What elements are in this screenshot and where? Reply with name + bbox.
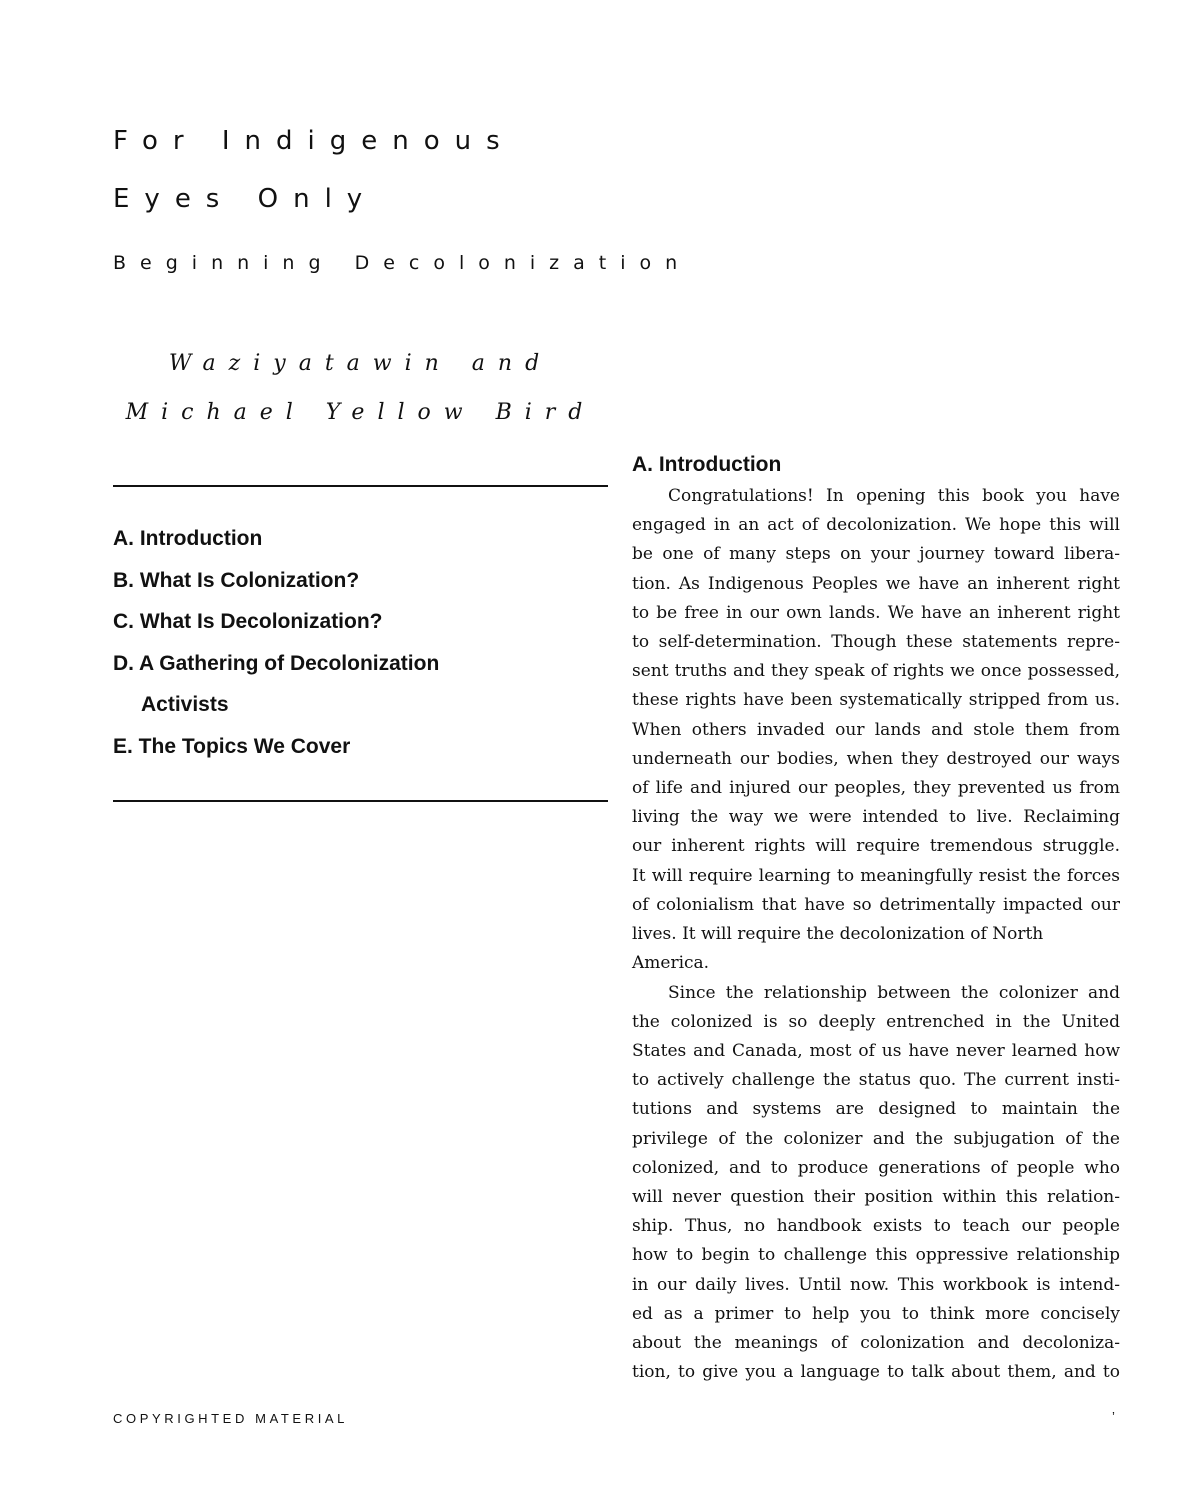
toc-item-continuation: Activists xyxy=(141,693,229,717)
body-line: how to begin to challenge this oppressive relationship xyxy=(632,1245,1120,1265)
body-line: our inherent rights will require tremendous struggle. xyxy=(632,836,1120,856)
body-line: America. xyxy=(632,953,710,973)
copyright-notice: COPYRIGHTED MATERIAL xyxy=(113,1411,349,1426)
toc-item: B. What Is Colonization? xyxy=(113,568,360,592)
body-line: will never question their position within this relation- xyxy=(632,1187,1120,1207)
table-of-contents xyxy=(113,518,608,768)
body-line: to self-determination. Though these statements repre- xyxy=(632,632,1120,652)
body-line: these rights have been systematically stripped from us. xyxy=(632,690,1120,710)
body-line: Since the relationship between the colonizer and xyxy=(668,983,1120,1003)
page-number: ’ xyxy=(1112,1409,1115,1424)
author-line-1: Waziyatawin and xyxy=(168,351,553,376)
body-line: in our daily lives. Until now. This workbook is intend- xyxy=(632,1275,1120,1295)
body-line: States and Canada, most of us have never learned how xyxy=(632,1041,1120,1061)
body-line: of life and injured our peoples, they prevented us from xyxy=(632,778,1120,798)
body-line: It will require learning to meaningfully resist the forces xyxy=(632,866,1120,886)
body-line: tutions and systems are designed to maintain the xyxy=(632,1099,1120,1119)
toc-item: A. Introduction xyxy=(113,527,263,550)
body-line: Congratulations! In opening this book you have xyxy=(668,486,1120,506)
body-line: tion. As Indigenous Peoples we have an inherent right xyxy=(632,574,1120,594)
body-line: ship. Thus, no handbook exists to teach our people xyxy=(632,1216,1120,1236)
body-line: ed as a primer to help you to think more concisely xyxy=(632,1304,1120,1324)
bottom-divider xyxy=(113,800,608,802)
body-line: sent truths and they speak of rights we once possessed, xyxy=(632,661,1120,681)
section-heading: A. Introduction xyxy=(632,453,782,476)
body-line: of colonialism that have so detrimentally impacted our xyxy=(632,895,1120,915)
toc-item: D. A Gathering of Decolonization xyxy=(113,651,440,675)
body-line: the colonized is so deeply entrenched in the United xyxy=(632,1012,1120,1032)
body-line: privilege of the colonizer and the subjugation of the xyxy=(632,1129,1120,1149)
body-line: engaged in an act of decolonization. We hope this will xyxy=(632,515,1120,535)
body-line: to be free in our own lands. We have an inherent right xyxy=(632,603,1120,623)
toc-item: C. What Is Decolonization? xyxy=(113,610,383,634)
body-line: When others invaded our lands and stole them from xyxy=(632,720,1120,740)
book-subtitle: Beginning Decolonization xyxy=(113,252,692,274)
author-line-2: Michael Yellow Bird xyxy=(125,400,596,425)
body-line: to actively challenge the status quo. The current insti- xyxy=(632,1070,1120,1090)
body-line: be one of many steps on your journey toward libera- xyxy=(632,544,1120,564)
book-title-line-1: For Indigenous xyxy=(113,126,515,156)
toc-item: E. The Topics We Cover xyxy=(113,734,351,758)
body-line: about the meanings of colonization and decoloniza- xyxy=(632,1333,1120,1353)
body-line: lives. It will require the decolonization of North xyxy=(632,924,1044,944)
body-line: underneath our bodies, when they destroyed our ways xyxy=(632,749,1120,769)
body-line: colonized, and to produce generations of people who xyxy=(632,1158,1120,1178)
body-line: living the way we were intended to live. Reclaiming xyxy=(632,807,1120,827)
top-divider xyxy=(113,485,608,487)
book-title-line-2: Eyes Only xyxy=(113,184,378,214)
body-line: tion, to give you a language to talk about them, and to xyxy=(632,1362,1120,1382)
